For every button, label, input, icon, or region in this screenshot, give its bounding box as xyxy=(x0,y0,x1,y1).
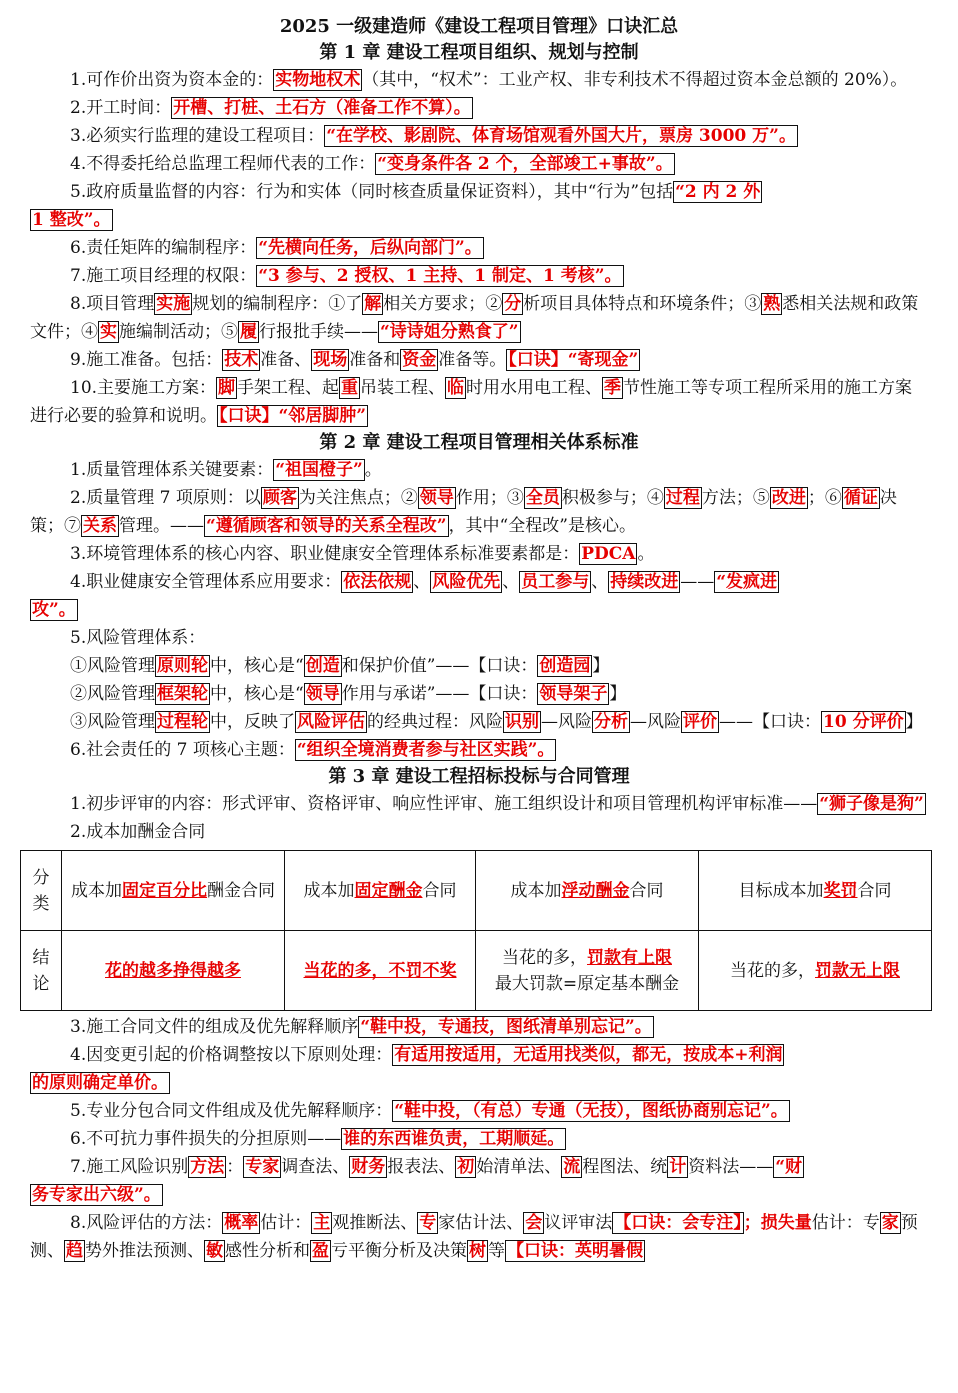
ch2-item-5-1 xyxy=(30,652,928,680)
text: 7.施工风险识别 xyxy=(70,1157,189,1177)
ch2-item-5-2 xyxy=(30,680,928,708)
text: 规划的编制程序：①了 xyxy=(192,294,363,314)
text: 成本加 xyxy=(510,880,562,901)
text: 和保护价值”——【口诀： xyxy=(341,656,538,676)
text: 报表法、 xyxy=(387,1157,456,1177)
keyword: 专 xyxy=(419,1213,437,1233)
keyword: 敏 xyxy=(206,1241,223,1261)
text: 中，反映了 xyxy=(210,712,295,732)
ch1-item-4 xyxy=(30,150,928,178)
mnemonic: 【口诀：会专注】 xyxy=(614,1213,742,1233)
text: 吊装工程、 xyxy=(360,378,446,398)
text: 】 xyxy=(905,712,923,732)
text: 1.可作价出资为资本金的： xyxy=(70,70,274,90)
text: 资料法—— xyxy=(688,1157,774,1177)
keyword: 脚 xyxy=(218,378,236,398)
text: 当花的多， xyxy=(730,960,815,981)
keyword: 临 xyxy=(447,378,465,398)
text: 、 xyxy=(591,572,609,592)
table-cell xyxy=(62,851,285,931)
text: 积极参与；④ xyxy=(561,488,664,508)
text: 2.质量管理 7 项原则：以 xyxy=(70,488,261,508)
text: 当花的多， xyxy=(502,947,587,968)
ch2-item-2 xyxy=(30,484,928,540)
keyword: 财务 xyxy=(351,1157,386,1177)
text: ；⑥ xyxy=(807,488,842,508)
text: 悉相关法规和政策文件；④ xyxy=(30,294,919,342)
mnemonic: “2 内 2 外 xyxy=(675,182,761,202)
text: 程图法、统 xyxy=(582,1157,668,1177)
mnemonic: “先横向任务，后纵向部门”。 xyxy=(258,238,482,258)
mnemonic: “财 xyxy=(775,1157,803,1177)
document-title: 2025 一级建造师《建设工程项目管理》口诀汇总 xyxy=(279,16,679,37)
keyword: 员工参与 xyxy=(521,572,590,592)
text: 始清单法、 xyxy=(476,1157,562,1177)
mnemonic: 开槽、打桩、土石方（准备工作不算）。 xyxy=(173,98,471,118)
text: 9.施工准备。包括： xyxy=(70,350,223,370)
text: 8.风险评估的方法： xyxy=(70,1213,223,1233)
text: 成本加 xyxy=(71,880,122,901)
text: ②风险管理 xyxy=(70,684,155,704)
text: 准备、 xyxy=(260,350,312,370)
keyword: 改进 xyxy=(771,488,806,508)
text: 6.不可抗力事件损失的分担原则—— xyxy=(70,1129,342,1149)
keyword: 识别 xyxy=(505,712,539,732)
ch2-item-5: 5.风险管理体系： xyxy=(70,628,206,648)
keyword: 现场 xyxy=(313,350,348,370)
text: 。 xyxy=(364,460,382,480)
ch2-item-1 xyxy=(30,456,928,484)
text: 合同 xyxy=(422,880,457,901)
keyword: 花的越多挣得越多 xyxy=(105,960,241,981)
text: 3.必须实行监理的建设工程项目： xyxy=(70,126,325,146)
text: 、 xyxy=(502,572,520,592)
mnemonic: 【口诀】“邻居脚肿” xyxy=(219,406,367,426)
keyword: 领导 xyxy=(305,684,340,704)
text: 成本加 xyxy=(303,880,355,901)
chapter-1-heading: 第 1 章 建设工程项目组织、规划与控制 xyxy=(319,42,639,63)
table-cell xyxy=(699,931,932,1011)
ch2-item-5-3 xyxy=(30,708,928,736)
text: 的经典过程：风险 xyxy=(367,712,503,732)
mnemonic: 10 分评价 xyxy=(823,712,904,732)
ch2-item-6 xyxy=(30,736,928,764)
text: 8.项目管理 xyxy=(70,294,155,314)
table-cell xyxy=(62,931,285,1011)
mnemonic: “发疯进 xyxy=(716,572,778,592)
text: 等 xyxy=(488,1241,505,1261)
keyword: 框架轮 xyxy=(157,684,208,704)
mnemonic: 创造园 xyxy=(539,656,591,676)
mnemonic: 1 整改”。 xyxy=(32,210,111,230)
keyword: 实 xyxy=(100,322,117,342)
mnemonic: 谁的东西谁负责，工期顺延。 xyxy=(343,1129,565,1149)
text: 4.不得委托给总监理工程师代表的工作： xyxy=(70,154,376,174)
text: 10.主要施工方案： xyxy=(70,378,217,398)
table-row xyxy=(21,851,932,931)
text: （其中，“权术”：工业产权、非专利技术不得超过资本金总额的 20%）。 xyxy=(362,70,908,90)
mnemonic: 务专家出六级”。 xyxy=(32,1185,161,1205)
text: ③风险管理 xyxy=(70,712,155,732)
text: 3.环境管理体系的核心内容、职业健康安全管理体系标准要素都是： xyxy=(70,544,580,564)
chapter-2-heading: 第 2 章 建设工程项目管理相关体系标准 xyxy=(319,432,639,453)
text: 5.政府质量监督的内容：行为和实体（同时核查质量保证资料），其中“行为”包括 xyxy=(70,182,674,202)
table-cell xyxy=(699,851,932,931)
keyword: 树 xyxy=(469,1241,486,1261)
text: 2.开工时间： xyxy=(70,98,172,118)
keyword: 浮动酬金 xyxy=(561,880,630,901)
ch1-item-5 xyxy=(30,178,928,234)
ch1-item-1 xyxy=(30,66,928,94)
keyword: 熟 xyxy=(763,294,781,314)
ch1-item-2 xyxy=(30,94,928,122)
keyword: 流 xyxy=(563,1157,581,1177)
ch2-item-4 xyxy=(30,568,928,624)
ch3-item-6 xyxy=(30,1125,928,1153)
table-cell xyxy=(285,931,476,1011)
keyword: 评价 xyxy=(683,712,717,732)
text: 】 xyxy=(592,656,610,676)
keyword: 顾客 xyxy=(262,488,297,508)
mnemonic: “鞋中投，（有总）专通（无技），图纸协商别忘记”。 xyxy=(394,1101,788,1121)
keyword: 概率 xyxy=(224,1213,259,1233)
ch2-item-3 xyxy=(30,540,928,568)
text: —— xyxy=(680,572,715,592)
text: 3.施工合同文件的组成及优先解释顺序 xyxy=(70,1017,359,1037)
keyword: 过程轮 xyxy=(157,712,208,732)
keyword: 依法依规 xyxy=(343,572,412,592)
text: 析项目具体特点和环境条件；③ xyxy=(523,294,762,314)
text: 为关注焦点；② xyxy=(298,488,418,508)
keyword: 过程 xyxy=(665,488,700,508)
text: ——【口诀： xyxy=(719,712,821,732)
text: 调查法、 xyxy=(281,1157,350,1177)
mnemonic: 实物地权术 xyxy=(275,70,361,90)
text: 手架工程、起 xyxy=(237,378,340,398)
text: 酬金合同 xyxy=(207,880,275,901)
keyword: 领导 xyxy=(419,488,454,508)
keyword: 分 xyxy=(504,294,522,314)
text: 合同 xyxy=(857,880,892,901)
keyword: 方法 xyxy=(190,1157,225,1177)
text: 感性分析和 xyxy=(225,1241,310,1261)
text: ： xyxy=(226,1157,244,1177)
keyword: 会 xyxy=(525,1213,543,1233)
table-row-label: 结论 xyxy=(21,931,62,1011)
keyword: 固定百分比 xyxy=(122,880,207,901)
keyword: 原则轮 xyxy=(157,656,208,676)
table-cell xyxy=(476,931,699,1011)
keyword: 专家 xyxy=(245,1157,280,1177)
table-cell xyxy=(285,851,476,931)
text: 估计：专 xyxy=(811,1213,880,1233)
cost-plus-contract-table xyxy=(20,850,932,1011)
keyword: 当花的多，不罚不奖 xyxy=(303,960,457,981)
text: 最大罚款=原定基本酬金 xyxy=(494,973,680,994)
text: 估计： xyxy=(260,1213,312,1233)
mnemonic: “组织全境消费者参与社区实践”。 xyxy=(296,740,555,760)
keyword: 创造 xyxy=(305,656,340,676)
keyword: 固定酬金 xyxy=(354,880,423,901)
keyword: 季 xyxy=(604,378,622,398)
text: 】 xyxy=(609,684,627,704)
mnemonic: “3 参与、2 授权、1 主持、1 制定、1 考核”。 xyxy=(258,266,622,286)
text: 1.初步评审的内容：形式评审、资格评审、响应性评审、施工组织设计和项目管理机构评审标准—— xyxy=(70,794,818,814)
text: 作用；③ xyxy=(455,488,524,508)
text: 议评审法 xyxy=(544,1213,613,1233)
ch1-item-8 xyxy=(30,290,928,346)
keyword: 履 xyxy=(240,322,257,342)
keyword: 计 xyxy=(669,1157,687,1177)
mnemonic: “在学校、影剧院、体育场馆观看外国大片，票房 3000 万”。 xyxy=(326,126,796,146)
ch3-item-1 xyxy=(30,790,928,818)
text: —风险 xyxy=(630,712,681,732)
text: 目标成本加 xyxy=(738,880,824,901)
text: 施编制活动；⑤ xyxy=(119,322,238,342)
mnemonic: 【口诀】“寄现金” xyxy=(508,350,639,370)
document-page xyxy=(0,14,958,1393)
keyword: 资金 xyxy=(402,350,437,370)
table-cell xyxy=(476,851,699,931)
mnemonic: 攻”。 xyxy=(32,600,76,620)
mnemonic: “鞋中投，专通技，图纸清单别忘记”。 xyxy=(360,1017,652,1037)
mnemonic: “祖国橙子” xyxy=(275,460,363,480)
text: 管理。—— xyxy=(119,516,204,536)
text: ；损 xyxy=(743,1213,778,1233)
ch3-item-3 xyxy=(30,1013,928,1041)
text: 准备等。 xyxy=(438,350,507,370)
text: 相关方要求；② xyxy=(383,294,503,314)
text: 。 xyxy=(637,544,655,564)
keyword: 全员 xyxy=(525,488,560,508)
keyword: 实施 xyxy=(156,294,191,314)
keyword: 盈 xyxy=(312,1241,329,1261)
ch3-item-4 xyxy=(30,1041,928,1097)
text: —风险 xyxy=(541,712,592,732)
text: 节性施工等专项工程所采用的施工方案进行必要的验算和说明。 xyxy=(30,378,913,426)
ch1-item-7 xyxy=(30,262,928,290)
ch1-item-10 xyxy=(30,374,928,430)
keyword: 解 xyxy=(364,294,382,314)
mnemonic: 的原则确定单价。 xyxy=(32,1073,168,1093)
keyword: 初 xyxy=(457,1157,475,1177)
keyword: 分析 xyxy=(594,712,628,732)
table-row xyxy=(21,931,932,1011)
text: 准备和 xyxy=(349,350,401,370)
text: 观推断法、 xyxy=(332,1213,418,1233)
mnemonic: “狮子像是狗” xyxy=(819,794,924,814)
ch3-item-7 xyxy=(30,1153,928,1209)
text: 4.因变更引起的价格调整按以下原则处理： xyxy=(70,1045,393,1065)
text: 4.职业健康安全管理体系应用要求： xyxy=(70,572,342,592)
mnemonic: 领导架子 xyxy=(539,684,608,704)
keyword: 奖罚 xyxy=(823,880,858,901)
text: 1.质量管理体系关键要素： xyxy=(70,460,274,480)
keyword: 罚款有上限 xyxy=(587,947,672,968)
mnemonic: “变身条件各 2 个，全部竣工+事故”。 xyxy=(377,154,673,174)
mnemonic: 有适用按适用，无适用找类似，都无，按成本+利润 xyxy=(394,1045,783,1065)
table-row-label: 分类 xyxy=(21,851,62,931)
text: 7.施工项目经理的权限： xyxy=(70,266,257,286)
text: 预测、 xyxy=(30,1213,918,1261)
text: 合同 xyxy=(629,880,664,901)
text: 、 xyxy=(413,572,431,592)
text: ①风险管理 xyxy=(70,656,155,676)
keyword: 趋 xyxy=(66,1241,83,1261)
text: ，其中“全程改”是核心。 xyxy=(448,516,636,536)
keyword: 技术 xyxy=(224,350,259,370)
keyword: 失量 xyxy=(777,1213,812,1233)
keyword: 重 xyxy=(341,378,359,398)
text: 6.社会责任的 7 项核心主题： xyxy=(70,740,295,760)
text: 作用与承诺”——【口诀： xyxy=(341,684,538,704)
ch1-item-6 xyxy=(30,234,928,262)
keyword: PDCA xyxy=(581,544,636,564)
text: 方法；⑤ xyxy=(701,488,770,508)
ch3-item-2: 2.成本加酬金合同 xyxy=(70,822,206,842)
text: 5.专业分包合同文件组成及优先解释顺序： xyxy=(70,1101,393,1121)
text: 中，核心是“ xyxy=(210,656,304,676)
keyword: 风险评估 xyxy=(297,712,365,732)
ch3-item-5 xyxy=(30,1097,928,1125)
text: 行报批手续—— xyxy=(259,322,378,342)
keyword: 风险优先 xyxy=(432,572,501,592)
text: 势外推法预测、 xyxy=(85,1241,204,1261)
mnemonic: “遵循顾客和领导的关系全程改” xyxy=(206,516,447,536)
text: 家估计法、 xyxy=(438,1213,524,1233)
chapter-3-heading: 第 3 章 建设工程招标投标与合同管理 xyxy=(328,766,630,787)
text: 6.责任矩阵的编制程序： xyxy=(70,238,257,258)
text: 中，核心是“ xyxy=(210,684,304,704)
mnemonic: “诗诗姐分熟食了” xyxy=(380,322,519,342)
text: 亏平衡分析及决策 xyxy=(331,1241,467,1261)
ch1-item-9 xyxy=(30,346,928,374)
text: 决策；⑦ xyxy=(30,488,897,536)
ch1-item-3 xyxy=(30,122,928,150)
keyword: 主 xyxy=(313,1213,331,1233)
ch3-item-8 xyxy=(30,1209,928,1265)
text: 时用水用电工程、 xyxy=(466,378,603,398)
keyword: 关系 xyxy=(83,516,117,536)
keyword: 持续改进 xyxy=(610,572,679,592)
keyword: 家 xyxy=(881,1213,899,1233)
mnemonic: 【口诀：英明暑假 xyxy=(507,1241,643,1261)
keyword: 罚款无上限 xyxy=(815,960,900,981)
keyword: 循证 xyxy=(843,488,878,508)
